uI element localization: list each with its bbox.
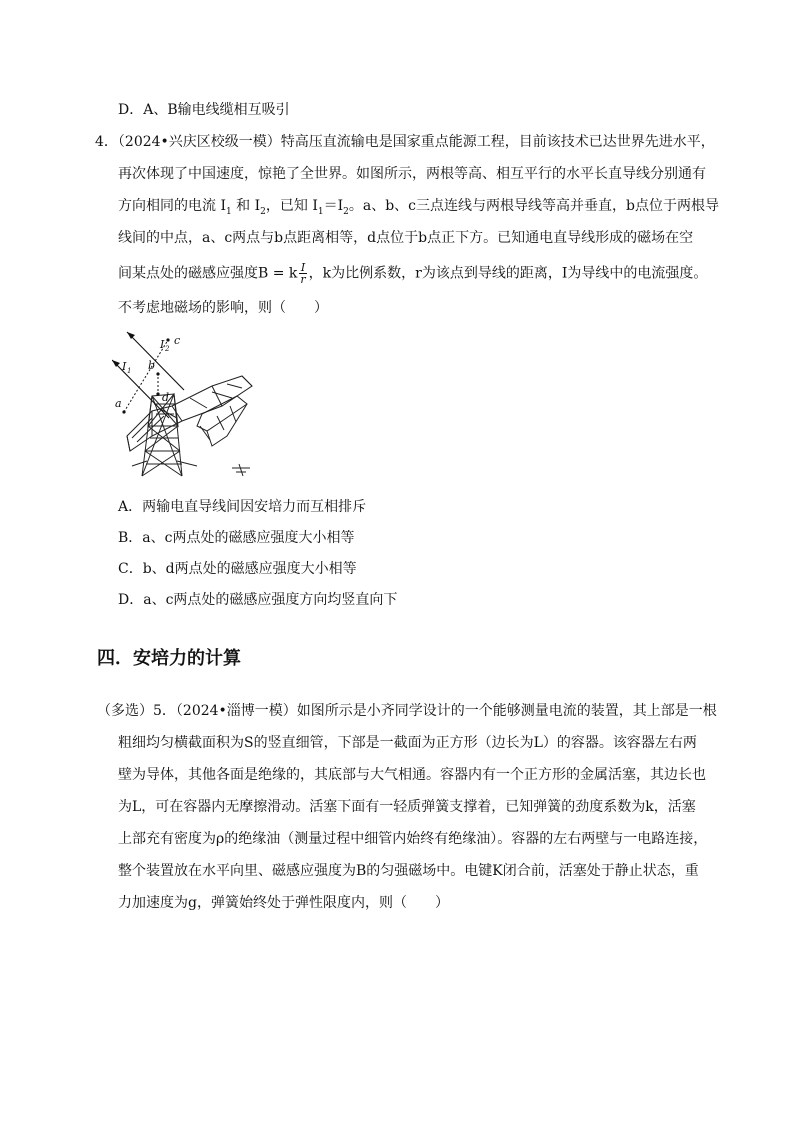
- label-i1: I: [122, 360, 127, 373]
- current-sub-1: 1: [225, 206, 232, 217]
- q4-line-3-e: 。a、b、c三点连线与两根导线等高并垂直，b点位于两根导: [348, 198, 719, 214]
- tower-structure: [127, 376, 252, 476]
- q5-line-1: （多选）5．（2024•淄博一模）如图所示是小齐同学设计的一个能够测量电流的装置，其上部是一根: [97, 703, 717, 719]
- formula-fraction: [299, 262, 306, 285]
- q4-line-3-a: 方向相同的电流 I: [118, 198, 226, 214]
- label-b: b: [148, 359, 156, 372]
- section-title: 四．安培力的计算: [97, 648, 241, 669]
- label-i2: I: [160, 338, 165, 351]
- q4-option-a: A．两输电直导线间因安培力而互相排斥: [118, 499, 367, 515]
- label-d: d: [162, 391, 170, 404]
- q5-line-2: 粗细均匀横截面积为S的竖直细管，下部是一截面为正方形（边长为L）的容器。该容器左右两: [118, 735, 697, 751]
- q4-line-6: 不考虑地磁场的影响，则（ ）: [118, 300, 328, 316]
- q4-line-5: [118, 262, 707, 285]
- q3-option-d: D．A、B输电线缆相互吸引: [118, 102, 290, 118]
- q5-line-4: 为L，可在容器内无摩擦滑动。活塞下面有一轻质弹簧支撑着，已知弹簧的劲度系数为k，活塞: [118, 799, 696, 815]
- current-sub-1b: 1: [317, 206, 324, 217]
- current-sub-2: 2: [260, 206, 266, 217]
- q4-line-5-a: 间某点处的磁感应强度B = k: [118, 265, 298, 282]
- q5-line-6: 整个装置放在水平向里、磁感应强度为B的匀强磁场中。电键K闭合前，活塞处于静止状态，重: [118, 863, 699, 879]
- fraction-numerator: I: [300, 261, 306, 274]
- q4-line-3-c: ，已知 I: [265, 198, 318, 214]
- q4-line-1: 4．（2024•兴庆区校级一模）特高压直流输电是国家重点能源工程，目前该技术已达世界先进水平，: [95, 134, 715, 150]
- q4-line-3-b: 和 I: [231, 198, 261, 214]
- q4-line-3: [118, 196, 719, 222]
- q4-line-2: 再次体现了中国速度，惊艳了全世界。如图所示，两根等高、相互平行的水平长直导线分别通有: [118, 166, 706, 182]
- current-sub-2b: 2: [343, 206, 349, 217]
- wire-i1-arrow: [112, 360, 120, 367]
- point-a: [122, 410, 125, 413]
- label-i1-sub: 1: [127, 367, 132, 375]
- point-c: [166, 338, 169, 341]
- q4-line-3-d: ＝I: [323, 198, 344, 214]
- label-a: a: [115, 397, 122, 410]
- q4-line-4: 线间的中点，a、c两点与b点距离相等，d点位于b点正下方。已知通电直导线形成的磁场在空: [118, 230, 694, 246]
- q5-line-3: 壁为导体，其他各面是绝缘的，其底部与大气相通。容器内有一个正方形的金属活塞，其边长也: [118, 767, 706, 783]
- q4-line-5-b: ，k为比例系数，r为该点到导线的距离，I为导线中的电流强度。: [308, 265, 708, 282]
- wire-i2-arrow: [127, 332, 135, 339]
- point-b: [156, 372, 159, 375]
- q4-option-d: D．a、c两点处的磁感应强度方向均竖直向下: [118, 592, 398, 608]
- q5-line-5: 上部充有密度为ρ的绝缘油（测量过程中细管内始终有绝缘油）。容器的左右两壁与一电路连接，: [118, 831, 708, 847]
- q4-option-c: C．b、d两点处的磁感应强度大小相等: [118, 561, 357, 577]
- fraction-denominator: r: [300, 273, 306, 286]
- point-d: [156, 392, 159, 395]
- label-i2-sub: 2: [165, 345, 170, 353]
- label-c: c: [174, 334, 181, 347]
- transmission-tower-figure: [112, 326, 262, 486]
- q4-option-b: B．a、c两点处的磁感应强度大小相等: [118, 530, 355, 546]
- q5-line-7: 力加速度为g，弹簧始终处于弹性限度内，则（ ）: [118, 895, 449, 911]
